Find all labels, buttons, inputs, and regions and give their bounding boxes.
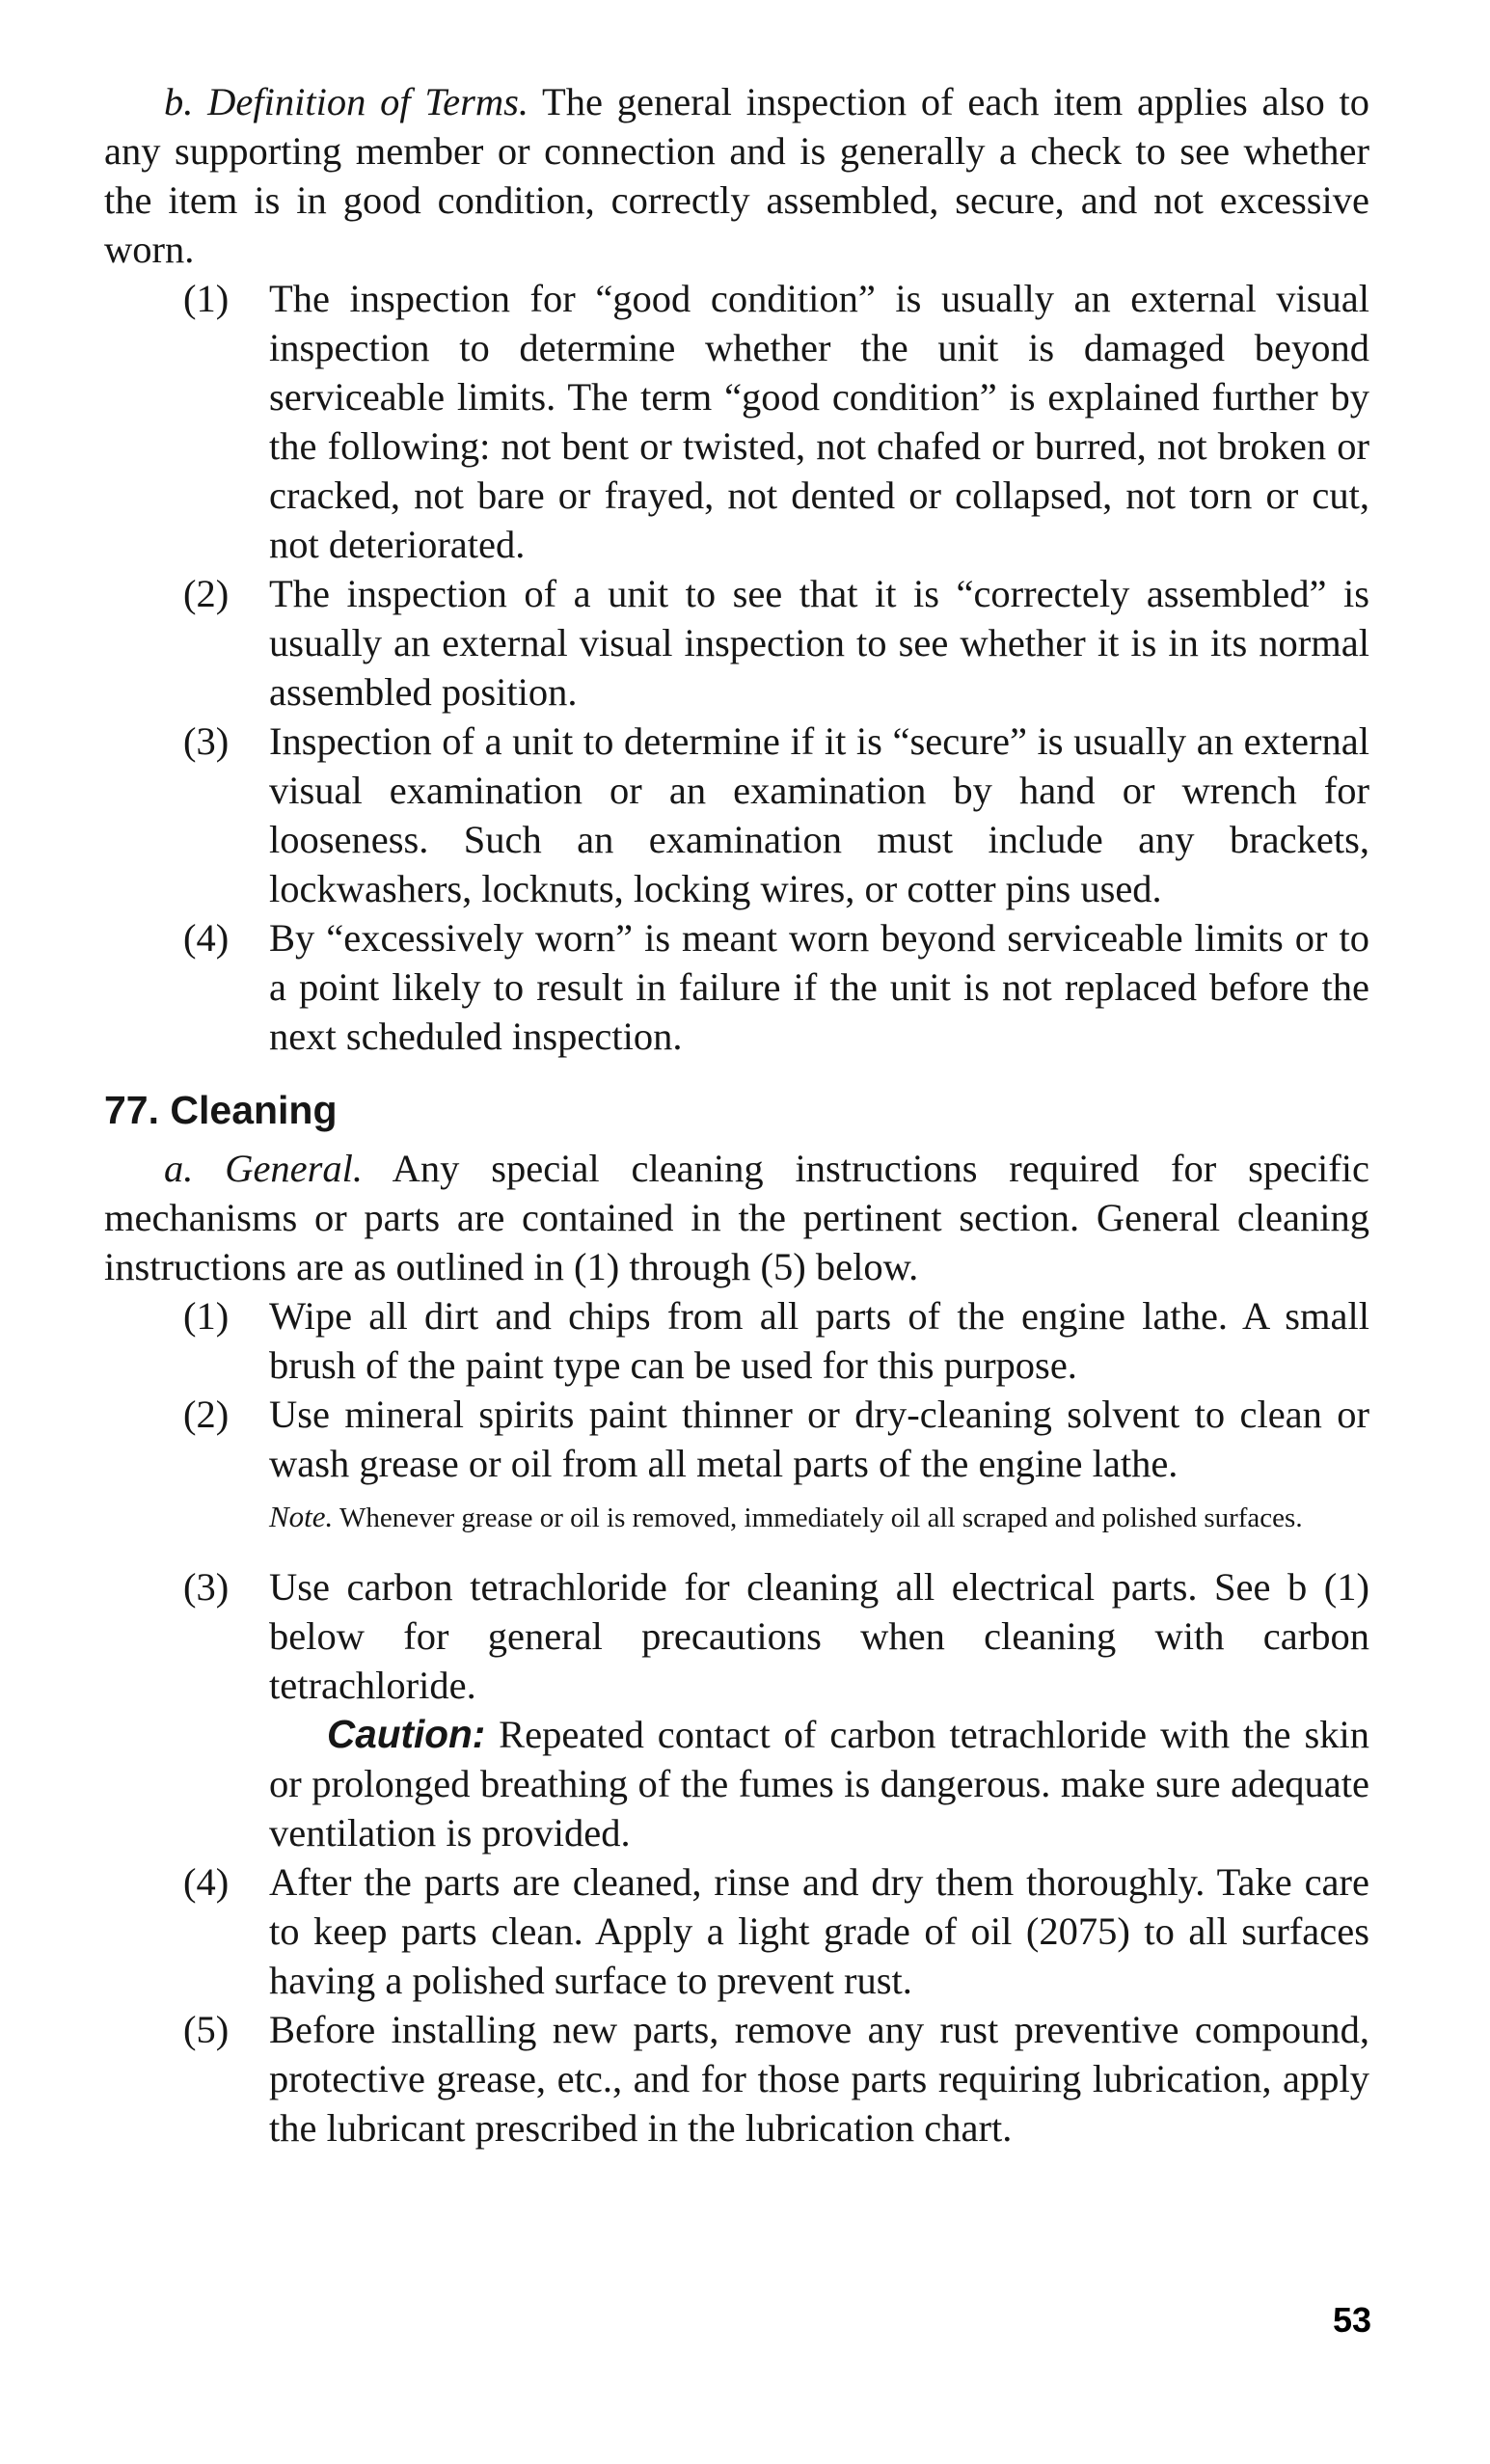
item-number: (1) <box>183 1294 230 1338</box>
item-number: (3) <box>183 1565 230 1609</box>
section-lead: a. General. <box>164 1147 364 1190</box>
note-lead: Note. <box>269 1500 334 1533</box>
caution-lead: Caution: <box>327 1712 486 1756</box>
item-number: (2) <box>183 1393 230 1436</box>
caution-block <box>269 1710 1369 1857</box>
cleaning-item-2 <box>104 1390 1369 1488</box>
document-page <box>104 77 1369 2153</box>
note-text: Whenever grease or oil is removed, immediately oil all scraped and polished surfaces. <box>333 1503 1303 1533</box>
definition-item-4 <box>104 913 1369 1061</box>
section-text: Any special cleaning instructions required for specific mechanisms or parts are contained in the pertinent section. General cleaning instructions are as outlined in (1) through (5) below. <box>104 1147 1370 1288</box>
item-number: (3) <box>183 719 230 763</box>
item-text: After the parts are cleaned, rinse and dry them thoroughly. Take care to keep parts clean. Apply a light grade of oil (2075) to all surfaces having a polished surface to prevent rust. <box>269 1860 1369 2002</box>
definition-item-2 <box>104 569 1369 717</box>
item-number: (1) <box>183 277 230 320</box>
definition-lead: b. Definition of Terms. <box>164 80 529 123</box>
definition-item-3 <box>104 717 1369 913</box>
cleaning-item-5 <box>104 2005 1369 2153</box>
definition-item-1 <box>104 274 1369 569</box>
item-text: The inspection for “good condition” is usually an external visual inspection to determine whether the unit is damaged beyond serviceable limits. The term “good condition” is explained further by the following: not bent or twisted, not chafed or burred, not broken or cracked, not bare or frayed, not dented or collapsed, not torn or cut, not deteriorated. <box>269 277 1369 566</box>
note-block <box>269 1496 1369 1539</box>
item-text: Before installing new parts, remove any rust preventive compound, protective grease, etc., and for those parts requiring lubrication, apply the lubricant prescribed in the lubrication chart. <box>269 2008 1369 2150</box>
item-text: The inspection of a unit to see that it is “correctely assembled” is usually an external visual inspection to see whether it is in its normal assembled position. <box>269 572 1369 714</box>
section-intro-paragraph <box>104 1144 1369 1291</box>
cleaning-item-3 <box>104 1562 1369 1710</box>
item-text: By “excessively worn” is meant worn beyond serviceable limits or to a point likely to result in failure if the unit is not replaced before the next scheduled inspection. <box>269 916 1369 1058</box>
item-number: (4) <box>183 1860 230 1904</box>
section-heading: 77. Cleaning <box>104 1088 338 1132</box>
cleaning-item-1 <box>104 1291 1369 1390</box>
item-text: Wipe all dirt and chips from all parts of the engine lathe. A small brush of the paint type can be used for this purpose. <box>269 1294 1369 1387</box>
caution-text: Repeated contact of carbon tetrachloride with the skin or prolonged breathing of the fumes is dangerous. make sure adequate ventilation is provided. <box>269 1713 1369 1855</box>
definition-text: The general inspection of each item applies also to any supporting member or connection and is generally a check to see whether the item is in good condition, correctly assembled, secure, and not excessive worn. <box>104 80 1369 271</box>
item-number: (4) <box>183 916 230 960</box>
item-number: (2) <box>183 572 230 615</box>
item-number: (5) <box>183 2008 230 2051</box>
item-text: Use carbon tetrachloride for cleaning all electrical parts. See b (1) below for general precautions when cleaning with carbon tetrachloride. <box>269 1565 1369 1707</box>
item-text: Inspection of a unit to determine if it is “secure” is usually an external visual examination or an examination by hand or wrench for looseness. Such an examination must include any brackets, lockwashers, locknuts, locking wires, or cotter pins used. <box>269 719 1369 910</box>
definition-paragraph <box>104 77 1369 274</box>
page-number: 53 <box>1332 2300 1371 2340</box>
item-text: Use mineral spirits paint thinner or dry-cleaning solvent to clean or wash grease or oil from all metal parts of the engine lathe. <box>269 1393 1369 1485</box>
cleaning-item-4 <box>104 1857 1369 2005</box>
